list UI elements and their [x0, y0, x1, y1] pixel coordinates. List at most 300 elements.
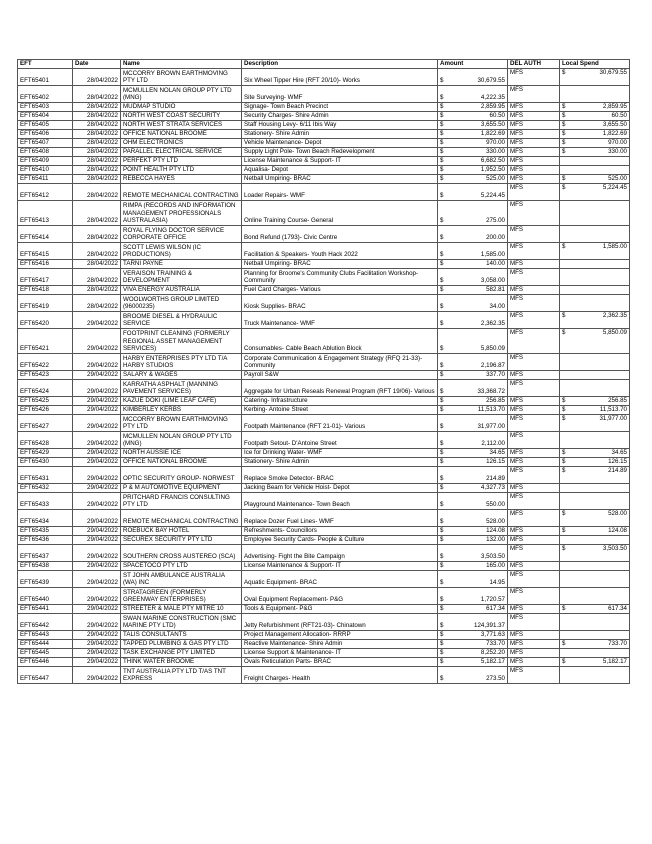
cell-description: Replace Smoke Detector- BRAC [242, 467, 438, 484]
cell-eft: EFT65403 [18, 103, 73, 112]
amount-value [440, 103, 505, 111]
cell-del-auth: MFS [508, 184, 560, 201]
amount-value [440, 148, 505, 156]
cell-description: Planning for Broome's Community Clubs Facilitation Workshop- Community [242, 269, 438, 286]
cell-amount [438, 640, 508, 649]
cell-del-auth: MFS [508, 640, 560, 649]
cell-del-auth: MFS [508, 449, 560, 458]
currency-symbol: $ [440, 596, 444, 604]
cell-description: Tools & Equipment- P&G [242, 605, 438, 614]
cell-local-spend [560, 432, 630, 449]
currency-symbol: $ [440, 286, 444, 294]
cell-local-spend [560, 295, 630, 312]
cell-date: 28/04/2022 [73, 86, 121, 103]
cell-amount [438, 510, 508, 527]
table-row [18, 415, 630, 432]
cell-local-spend [560, 354, 630, 371]
cell-name: OPTIC SECURITY GROUP- NORWEST [121, 467, 242, 484]
amount-text: 214.89 [486, 475, 505, 483]
cell-del-auth: MFS [508, 166, 560, 175]
cell-description: Six Wheel Tipper Hire (RFT 20/10)- Works [242, 69, 438, 86]
cell-eft: EFT65434 [18, 510, 73, 527]
cell-date: 29/04/2022 [73, 484, 121, 493]
cell-eft: EFT65404 [18, 112, 73, 121]
local-spend-text: 124.08 [608, 527, 627, 535]
cell-del-auth: MFS [508, 536, 560, 545]
cell-description: Employee Security Cards- People & Culture [242, 536, 438, 545]
amount-value [440, 640, 505, 648]
cell-local-spend [560, 667, 630, 684]
cell-del-auth: MFS [508, 148, 560, 157]
cell-date: 28/04/2022 [73, 148, 121, 157]
amount-value [440, 536, 505, 544]
amount-text: 4,222.35 [480, 94, 505, 102]
cell-name: FOOTPRINT CLEANING (FORMERLY REGIONAL ASSET MANAGEMENT SERVICES) [121, 329, 242, 354]
cell-name: P & M AUTOMOTIVE EQUIPMENT [121, 484, 242, 493]
amount-text: 3,503.50 [480, 553, 505, 561]
cell-amount [438, 605, 508, 614]
amount-value [440, 501, 505, 509]
table-row [18, 260, 630, 269]
cell-amount [438, 536, 508, 545]
cell-eft: EFT65401 [18, 69, 73, 86]
cell-eft: EFT65432 [18, 484, 73, 493]
currency-symbol: $ [562, 103, 566, 111]
cell-del-auth: MFS [508, 286, 560, 295]
amount-text: 550.00 [486, 501, 505, 509]
cell-date: 28/04/2022 [73, 112, 121, 121]
cell-eft: EFT65424 [18, 380, 73, 397]
amount-value [440, 139, 505, 147]
table-row [18, 527, 630, 536]
currency-symbol: $ [440, 303, 444, 311]
cell-del-auth: MFS [508, 103, 560, 112]
amount-text: 733.70 [486, 640, 505, 648]
amount-text: 1,720.57 [480, 596, 505, 604]
table-row [18, 112, 630, 121]
cell-description: Playground Maintenance- Town Beach [242, 493, 438, 510]
currency-symbol: $ [562, 184, 566, 191]
table-row [18, 614, 630, 631]
cell-date: 29/04/2022 [73, 571, 121, 588]
cell-date: 29/04/2022 [73, 631, 121, 640]
cell-description: Jacking Beam for Vehicle Hoist- Depot [242, 484, 438, 493]
cell-local-spend [560, 201, 630, 226]
currency-symbol: $ [440, 622, 444, 630]
cell-amount [438, 201, 508, 226]
amount-text: 14.95 [489, 579, 505, 587]
currency-symbol: $ [440, 103, 444, 111]
table-row [18, 640, 630, 649]
cell-name: RIMPA (RECORDS AND INFORMATION MANAGEMENT PROFESSIONALS AUSTRALASIA) [121, 201, 242, 226]
cell-name: SWAN MARINE CONSTRUCTION (SMC MARINE PTY LTD) [121, 614, 242, 631]
cell-date: 28/04/2022 [73, 295, 121, 312]
cell-date: 28/04/2022 [73, 121, 121, 130]
amount-text: 1,822.69 [480, 130, 505, 138]
table-row [18, 467, 630, 484]
cell-description: Corporate Communication & Engagement Strategy (RFQ 21-33)- Community [242, 354, 438, 371]
cell-date: 29/04/2022 [73, 449, 121, 458]
cell-del-auth: MFS [508, 260, 560, 269]
cell-name: TAPPED PLUMBING & GAS PTY LTD [121, 640, 242, 649]
currency-symbol: $ [440, 458, 444, 466]
cell-del-auth: MFS [508, 112, 560, 121]
cell-local-spend [560, 175, 630, 184]
cell-name: REBECCA HAYES [121, 175, 242, 184]
cell-name: NORTH WEST STRATA SERVICES [121, 121, 242, 130]
table-row [18, 588, 630, 605]
local-spend-text: 528.00 [608, 510, 627, 517]
currency-symbol: $ [440, 536, 444, 544]
cell-local-spend [560, 397, 630, 406]
cell-amount [438, 571, 508, 588]
amount-value [440, 157, 505, 165]
cell-del-auth: MFS [508, 493, 560, 510]
cell-description: Loader Repairs- WMF [242, 184, 438, 201]
table-row [18, 312, 630, 329]
currency-symbol: $ [562, 148, 566, 156]
cell-date: 29/04/2022 [73, 588, 121, 605]
amount-text: 5,850.09 [480, 345, 505, 353]
cell-date: 29/04/2022 [73, 406, 121, 415]
local-spend-value [562, 397, 627, 405]
table-row [18, 371, 630, 380]
currency-symbol: $ [440, 166, 444, 174]
cell-eft: EFT65416 [18, 260, 73, 269]
amount-text: 1,952.50 [480, 166, 505, 174]
cell-description: Online Training Course- General [242, 201, 438, 226]
cell-date: 29/04/2022 [73, 397, 121, 406]
amount-value [440, 475, 505, 483]
cell-eft: EFT65430 [18, 458, 73, 467]
cell-name: REMOTE MECHANICAL CONTRACTING [121, 184, 242, 201]
amount-value [440, 658, 505, 666]
amount-value [440, 406, 505, 414]
amount-text: 8,252.20 [480, 649, 505, 657]
local-spend-text: 5,182.17 [602, 658, 627, 666]
table-row [18, 406, 630, 415]
cell-date: 29/04/2022 [73, 415, 121, 432]
cell-name: TNT AUSTRALIA PTY LTD T/AS TNT EXPRESS [121, 667, 242, 684]
currency-symbol: $ [562, 130, 566, 138]
cell-eft: EFT65440 [18, 588, 73, 605]
amount-text: 33,368.72 [477, 388, 505, 396]
amount-value [440, 649, 505, 657]
amount-value [440, 423, 505, 431]
cell-description: Stationery- Shire Admin [242, 458, 438, 467]
cell-amount [438, 458, 508, 467]
amount-value [440, 286, 505, 294]
amount-text: 582.81 [486, 286, 505, 294]
cell-name: VIVA ENERGY AUSTRALIA [121, 286, 242, 295]
cell-eft: EFT65405 [18, 121, 73, 130]
cell-description: Freight Charges- Health [242, 667, 438, 684]
cell-amount [438, 157, 508, 166]
currency-symbol: $ [562, 312, 566, 319]
cell-amount [438, 103, 508, 112]
local-spend-text: 3,655.50 [602, 121, 627, 129]
table-row [18, 148, 630, 157]
cell-description: Aquatic Equipment- BRAC [242, 571, 438, 588]
cell-description: Footpath Maintenance (RFT 21-01)- Various [242, 415, 438, 432]
amount-value [440, 631, 505, 639]
header-eft: EFT [18, 60, 73, 69]
cell-eft: EFT65446 [18, 658, 73, 667]
local-spend-text: 733.70 [608, 640, 627, 648]
currency-symbol: $ [562, 121, 566, 129]
cell-date: 29/04/2022 [73, 667, 121, 684]
cell-del-auth: MFS [508, 484, 560, 493]
amount-value [440, 251, 505, 259]
currency-symbol: $ [440, 277, 444, 285]
currency-symbol: $ [440, 484, 444, 492]
local-spend-value [562, 640, 627, 648]
local-spend-value [562, 545, 627, 553]
cell-amount [438, 667, 508, 684]
amount-value [440, 518, 505, 526]
cell-description: Staff Housing Levy- 6/11 Ibis Way [242, 121, 438, 130]
cell-local-spend [560, 605, 630, 614]
cell-description: Facilitation & Speakers- Youth Hack 2022 [242, 243, 438, 260]
cell-del-auth: MFS [508, 329, 560, 354]
currency-symbol: $ [440, 397, 444, 405]
table-row [18, 484, 630, 493]
currency-symbol: $ [562, 458, 566, 466]
local-spend-value [562, 175, 627, 183]
local-spend-text: 3,503.50 [602, 545, 627, 552]
table-row [18, 536, 630, 545]
currency-symbol: $ [562, 397, 566, 405]
currency-symbol: $ [440, 440, 444, 448]
cell-date: 29/04/2022 [73, 562, 121, 571]
currency-symbol: $ [562, 658, 566, 666]
cell-name: MCCORRY BROWN EARTHMOVING PTY LTD [121, 415, 242, 432]
amount-text: 34.00 [489, 303, 505, 311]
cell-description: Refreshments- Councillors [242, 527, 438, 536]
amount-value [440, 449, 505, 457]
amount-text: 970.00 [486, 139, 505, 147]
cell-local-spend [560, 371, 630, 380]
cell-amount [438, 432, 508, 449]
cell-name: ST JOHN AMBULANCE AUSTRALIA (WA) INC [121, 571, 242, 588]
amount-text: 124.08 [486, 527, 505, 535]
local-spend-text: 1,585.00 [602, 243, 627, 250]
header-row [18, 60, 630, 69]
cell-del-auth: MFS [508, 406, 560, 415]
currency-symbol: $ [440, 139, 444, 147]
cell-amount [438, 312, 508, 329]
local-spend-text: 617.34 [608, 605, 627, 613]
cell-name: STRATAGREEN (FORMERLY GREENWAY ENTERPRISES) [121, 588, 242, 605]
currency-symbol: $ [440, 475, 444, 483]
cell-local-spend [560, 69, 630, 86]
currency-symbol: $ [440, 449, 444, 457]
cell-local-spend [560, 510, 630, 527]
amount-text: 6,682.50 [480, 157, 505, 165]
cell-name: POINT HEALTH PTY LTD [121, 166, 242, 175]
cell-local-spend [560, 571, 630, 588]
cell-del-auth: MFS [508, 527, 560, 536]
currency-symbol: $ [440, 562, 444, 570]
cell-name: THINK WATER BROOME [121, 658, 242, 667]
currency-symbol: $ [440, 77, 444, 85]
cell-eft: EFT65429 [18, 449, 73, 458]
amount-value [440, 397, 505, 405]
currency-symbol: $ [440, 130, 444, 138]
cell-eft: EFT65443 [18, 631, 73, 640]
cell-date: 28/04/2022 [73, 260, 121, 269]
cell-date: 28/04/2022 [73, 139, 121, 148]
cell-name: ROEBUCK BAY HOTEL [121, 527, 242, 536]
table-row [18, 121, 630, 130]
cell-local-spend [560, 415, 630, 432]
cell-del-auth: MFS [508, 415, 560, 432]
amount-value [440, 130, 505, 138]
header-del-auth: DEL AUTH [508, 60, 560, 69]
local-spend-text: 330.00 [608, 148, 627, 156]
cell-description: Project Management Allocation- RRRP [242, 631, 438, 640]
cell-amount [438, 631, 508, 640]
amount-value [440, 622, 505, 630]
local-spend-value [562, 69, 627, 77]
table-row [18, 571, 630, 588]
cell-local-spend [560, 658, 630, 667]
cell-amount [438, 614, 508, 631]
amount-text: 4,327.73 [480, 484, 505, 492]
payments-sheet [17, 59, 629, 684]
cell-date: 28/04/2022 [73, 243, 121, 260]
cell-amount [438, 649, 508, 658]
cell-date: 29/04/2022 [73, 527, 121, 536]
amount-text: 3,058.00 [480, 277, 505, 285]
cell-date: 29/04/2022 [73, 380, 121, 397]
local-spend-value [562, 415, 627, 423]
local-spend-value [562, 112, 627, 120]
cell-local-spend [560, 649, 630, 658]
amount-text: 330.00 [486, 148, 505, 156]
table-row [18, 329, 630, 354]
cell-description: Advertising- Fight the Bite Campaign [242, 545, 438, 562]
cell-eft: EFT65428 [18, 432, 73, 449]
cell-local-spend [560, 484, 630, 493]
amount-value [440, 175, 505, 183]
table-row [18, 354, 630, 371]
cell-eft: EFT65402 [18, 86, 73, 103]
table-row [18, 139, 630, 148]
header-date: Date [73, 60, 121, 69]
local-spend-text: 30,679.55 [599, 69, 627, 76]
cell-description: License Maintenance & Support- IT [242, 562, 438, 571]
cell-date: 29/04/2022 [73, 510, 121, 527]
cell-description: Payroll S&W [242, 371, 438, 380]
cell-local-spend [560, 226, 630, 243]
cell-del-auth: MFS [508, 243, 560, 260]
cell-del-auth: MFS [508, 354, 560, 371]
amount-value [440, 553, 505, 561]
amount-value [440, 458, 505, 466]
cell-amount [438, 449, 508, 458]
currency-symbol: $ [440, 649, 444, 657]
cell-eft: EFT65436 [18, 536, 73, 545]
amount-text: 60.50 [489, 112, 505, 120]
cell-eft: EFT65431 [18, 467, 73, 484]
cell-del-auth: MFS [508, 571, 560, 588]
amount-value [440, 605, 505, 613]
cell-date: 29/04/2022 [73, 605, 121, 614]
cell-eft: EFT65423 [18, 371, 73, 380]
cell-date: 29/04/2022 [73, 614, 121, 631]
cell-name: SALARY & WAGES [121, 371, 242, 380]
amount-text: 200.00 [486, 234, 505, 242]
currency-symbol: $ [562, 243, 566, 250]
cell-description: License Support & Maintenance- IT [242, 649, 438, 658]
cell-amount [438, 467, 508, 484]
cell-name: PERFEKT PTY LTD [121, 157, 242, 166]
cell-del-auth: MFS [508, 226, 560, 243]
cell-del-auth: MFS [508, 371, 560, 380]
cell-description: Reactive Maintenance- Shire Admin [242, 640, 438, 649]
cell-description: Jetty Refurbishment (RFT21-03)- Chinatown [242, 614, 438, 631]
cell-del-auth: MFS [508, 432, 560, 449]
cell-del-auth: MFS [508, 562, 560, 571]
cell-description: Oval Equipment Replacement- P&G [242, 588, 438, 605]
amount-value [440, 388, 505, 396]
cell-amount [438, 86, 508, 103]
table-row [18, 243, 630, 260]
amount-text: 124,391.37 [474, 622, 505, 630]
cell-amount [438, 415, 508, 432]
cell-name: ROYAL FLYING DOCTOR SERVICE CORPORATE OFFICE [121, 226, 242, 243]
cell-del-auth: MFS [508, 588, 560, 605]
local-spend-text: 31,977.00 [599, 415, 627, 422]
currency-symbol: $ [562, 139, 566, 147]
currency-symbol: $ [440, 371, 444, 379]
table-row [18, 432, 630, 449]
cell-date: 28/04/2022 [73, 166, 121, 175]
cell-eft: EFT65414 [18, 226, 73, 243]
local-spend-text: 11,513.70 [599, 406, 627, 414]
table-row [18, 130, 630, 139]
cell-description: Netball Umpiring- BRAC [242, 175, 438, 184]
cell-del-auth: MFS [508, 157, 560, 166]
local-spend-value [562, 449, 627, 457]
amount-text: 2,196.87 [480, 362, 505, 370]
currency-symbol: $ [562, 406, 566, 414]
cell-local-spend [560, 631, 630, 640]
cell-name: PARALLEL ELECTRICAL SERVICE [121, 148, 242, 157]
currency-symbol: $ [440, 121, 444, 129]
cell-local-spend [560, 449, 630, 458]
amount-value [440, 484, 505, 492]
cell-amount [438, 286, 508, 295]
amount-text: 140.00 [486, 260, 505, 268]
local-spend-value [562, 312, 627, 320]
currency-symbol: $ [440, 157, 444, 165]
cell-name: NORTH AUSSIE ICE [121, 449, 242, 458]
amount-value [440, 192, 505, 200]
cell-name: MCMULLEN NOLAN GROUP PTY LTD (MNG) [121, 86, 242, 103]
cell-local-spend [560, 269, 630, 286]
cell-date: 28/04/2022 [73, 269, 121, 286]
amount-text: 2,112.00 [481, 440, 505, 448]
header-name: Name [121, 60, 242, 69]
cell-amount [438, 166, 508, 175]
cell-eft: EFT65441 [18, 605, 73, 614]
table-row [18, 69, 630, 86]
amount-value [440, 596, 505, 604]
cell-name: TASK EXCHANGE PTY LIMITED [121, 649, 242, 658]
cell-amount [438, 397, 508, 406]
